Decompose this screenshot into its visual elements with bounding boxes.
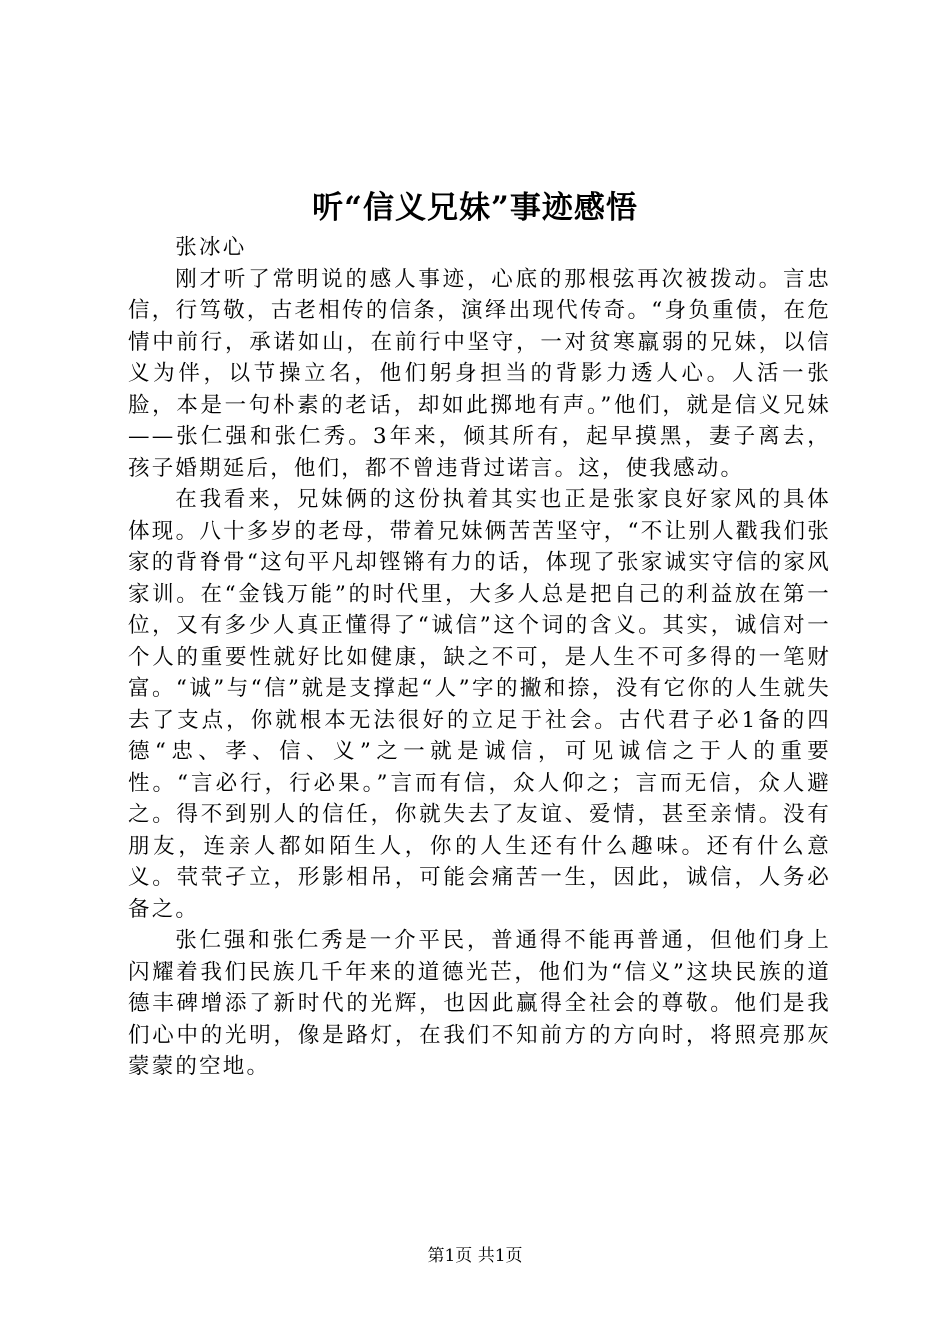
paragraph-3: 张仁强和张仁秀是一介平民，普通得不能再普通，但他们身上闪耀着我们民族几千年来的道德光芒，他们为“信义”这块民族的道德丰碑增添了新时代的光辉，也因此赢得全社会的尊敬。他们是我们心中的光明，像是路灯，在我们不知前方的方向时，将照亮那灰蒙蒙的空地。 bbox=[128, 928, 831, 1079]
article-body bbox=[128, 232, 831, 1083]
page-title: 听“信义兄妹”事迹感悟 bbox=[312, 190, 638, 226]
page-footer: 第1页 共1页 bbox=[427, 1246, 523, 1266]
paragraph-2: 在我看来，兄妹俩的这份执着其实也正是张家良好家风的具体体现。八十多岁的老母，带着兄妹俩苦苦坚守，“不让别人戳我们张家的背脊骨“这句平凡却铿锵有力的话，体现了张家诚实守信的家风家训。在“金钱万能”的时代里，大多人总是把自己的利益放在第一位，又有多少人真正懂得了“诚信”这个词的含义。其实，诚信对一个人的重要性就好比如健康，缺之不可，是人生不可多得的一笔财富。“诚”与“信”就是支撑起“人”字的撇和捺，没有它你的人生就失去了支点，你就根本无法很好的立足于社会。古代君子必1备的四德“忠、孝、信、义”之一就是诚信，可见诚信之于人的重要性。“言必行，行必果。”言而有信，众人仰之；言而无信，众人避之。得不到别人的信任，你就失去了友谊、爱情，甚至亲情。没有朋友，连亲人都如陌生人，你的人生还有什么趣味。还有什么意义。茕茕孑立，形影相吊，可能会痛苦一生，因此，诚信，人务必备之。 bbox=[128, 487, 831, 922]
paragraph-1: 刚才听了常明说的感人事迹，心底的那根弦再次被拨动。言忠信，行笃敬，古老相传的信条，演绎出现代传奇。“身负重债，在危情中前行，承诺如山，在前行中坚守，一对贫寒羸弱的兄妹，以信义为伴，以节操立名，他们躬身担当的背影力透人心。人活一张脸，本是一句朴素的老话，却如此掷地有声。”他们，就是信义兄妹——张仁强和张仁秀。3年来，倾其所有，起早摸黑，妻子离去，孩子婚期延后，他们，都不曾违背过诺言。这，使我感动。 bbox=[128, 266, 831, 481]
author-name: 张冰心 bbox=[175, 235, 247, 260]
